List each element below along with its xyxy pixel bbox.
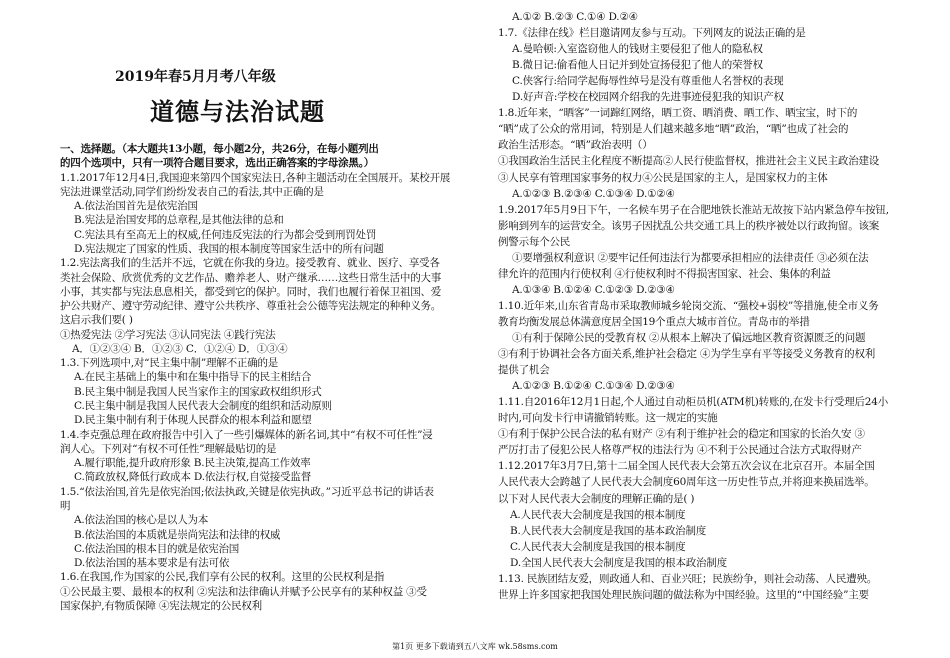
text-line: 教育均衡发展总体满意度居全国19个重点大城市首位。青岛市的举措 (498, 315, 810, 328)
text-line: A.在民主基础上的集中和在集中指导下的民主相结合 (74, 371, 312, 384)
text-line: 1.6.在我国,作为国家的公民,我们享有公民的权利。这里的公民权利是指 (60, 571, 385, 584)
text-line: ①要增强权利意识 ②要牢记任何违法行为都要承担相应的法律责任 ③必须在法 (512, 251, 869, 264)
text-line: 1.1.2017年12月4日,我国迎来第四个国家宪法日,各种主题活动在全国展开。某校开展 (60, 171, 451, 184)
text-line: D.依法治国的基本要求是有法可依 (74, 557, 230, 570)
text-line: 政治生活形态。“晒”政治表明（） (498, 139, 653, 152)
text-line: 小事，其实都与宪法息息相关，都受到它的保护。同时，我们也履行着保卫祖国、爱 (60, 285, 442, 298)
text-line: 1.3.下列选项中,对“民主集中制”理解不正确的是 (60, 357, 279, 370)
text-line: 的四个选项中，只有一项符合题目要求，选出正确答案的字母涂黑。） (60, 157, 375, 170)
text-line: 1.4.李克强总理在政府报告中引入了一些引爆媒体的新名词,其中“有权不可任性”浸 (60, 428, 433, 441)
text-line: B.微日记:偷看他人日记并到处宣扬侵犯了他人的荣誉权 (512, 59, 763, 72)
text-line: “晒”成了公众的常用词，特别是人们越来越多地“晒”政治，“晒”也成了社会的 (498, 123, 849, 136)
text-line: A.依法治国首先是依宪治国 (74, 200, 198, 213)
text-line: B.依法治国的本质就是崇尚宪法和法律的权威 (74, 528, 281, 541)
text-line: 1.10.近年来,山东省青岛市采取教师城乡轮岗交流、“强校+弱校”等措施,使全市义务 (498, 299, 879, 312)
text-line: D.民主集中制有利于体现人民群众的根本利益和愿望 (74, 414, 312, 427)
text-line: ①有利于保障公民的受教育权 ②从根本上解决了偏远地区教育资源匮乏的问题 (512, 332, 866, 344)
text-line: C.民主集中制是我国人民代表大会制度的组织和活动原则 (74, 400, 332, 413)
text-line: 世界上许多国家把我国处理民族问题的做法称为中国经验。这里的“中国经验”主要 (498, 588, 869, 601)
text-line: 1.11.自2016年12月1日起,个人通过自动柜员机(ATM机)转账的,在发卡行受理后24小 (498, 396, 889, 409)
text-line: C.依法治国的根本目的就是依宪治国 (74, 542, 240, 555)
text-line: 类社会保险、欣赏优秀的文艺作品、赡养老人、财产继承……这些日常生活中的大事 (60, 271, 442, 284)
text-line: 1.8.近年来，“晒客”一词蹿红网络，晒工资、晒消费、晒工作、晒宝宝，时下的 (498, 107, 858, 120)
text-line: C.简政放权,降低行政成本 D.依法行权,自觉接受监督 (74, 471, 311, 484)
text-line: ①公民最主要、最根本的权利 ②宪法和法律确认并赋予公民享有的某种权益 ③受 (60, 585, 427, 598)
text-line: 时内,可向发卡行申请撤销转账。这一规定的实施 (498, 412, 718, 425)
text-line: D.全国人民代表大会制度是我国的根本政治制度 (510, 556, 727, 569)
text-line: A.①③④ B.①②④ C.①②③ D.②③④ (512, 283, 675, 296)
text-line: 一、选择题。（本大题共13小题，每小题2分，共26分，在每小题列出 (60, 143, 379, 155)
text-line: C.侠客行:给同学起侮辱性绰号是没有尊重他人名誉权的表现 (512, 75, 784, 88)
text-line: ③人民享有管理国家事务的权力④公民是国家的主人，是国家权力的主体 (498, 171, 828, 184)
text-line: ①有利于保护公民合法的私有财产 ②有利于维护社会的稳定和国家的长治久安 ③ (498, 428, 865, 441)
text-line: 宪法进课堂活动,同学们纷纷发表自己的看法,其中正确的是 (60, 185, 324, 198)
text-line: 1.9.2017年5月9日下午，一名候车男子在合肥地铁长淮站无故按下站内紧急停车按钮, (498, 203, 889, 216)
text-line: A.①②③ B.②③④ C.①③④ D.①②④ (512, 187, 675, 200)
text-line: 国家保护,有物质保障 ④宪法规定的公民权利 (60, 599, 262, 612)
page-footer: 第1页 更多下载请到五八文库 wk.58sms.com (392, 642, 558, 651)
text-line: B.宪法是治国安邦的总章程,是其他法律的总和 (74, 214, 284, 227)
text-line: B.人民代表大会制度是我国的基本政治制度 (510, 524, 707, 537)
text-line: ③有利于协调社会各方面关系,维护社会稳定 ④为学生享有平等接受义务教育的权利 (498, 348, 876, 361)
text-line: ①热爱宪法 ②学习宪法 ③认同宪法 ④践行宪法 (60, 328, 276, 341)
text-line: 1.13. 民族团结友爱，则政通人和、百业兴旺；民族纷争，则社会动荡、人民遭殃。 (498, 572, 878, 585)
text-line: 这启示我们要( ) (60, 314, 133, 327)
text-line: 人民代表大会跨越了人民代表大会制度60周年这一历史性节点,并将迎来换届选举。 (498, 476, 875, 489)
text-line: 律允许的范围内行使权利 ④行使权利时不得损害国家、社会、集体的利益 (498, 267, 831, 280)
text-line: B.民主集中制是我国人民当家作主的国家政权组织形式 (74, 385, 322, 398)
text-line: ①我国政治生活民主化程度不断提高②人民行使监督权，推进社会主义民主政治建设 (498, 155, 880, 168)
text-line: 润人心。下列对“有权不可任性”理解最贴切的是 (60, 442, 277, 455)
text-line: A.①②③ B.①②④ C.①③④ D.②③④ (512, 380, 675, 393)
text-line: 提供了机会 (498, 364, 550, 377)
text-line: 1.7.《法律在线》栏目邀请网友参与互动。下列网友的说法正确的是 (498, 27, 806, 40)
text-line: A.①② B.②③ C.①④ D.②④ (512, 11, 638, 23)
text-line: A.人民代表大会制度是我国的根本制度 (510, 508, 686, 521)
text-line: C.宪法具有至高无上的权威,任何违反宪法的行为都会受到刑罚处罚 (74, 228, 377, 241)
text-line: C.人民代表大会制度是我国的根本制度 (510, 540, 686, 553)
text-line: 严厉打击了侵犯公民人格尊严权的违法行为 ④不利于公民通过合法方式取得财产 (498, 444, 862, 457)
text-line: 1.12.2017年3月7日,第十二届全国人民代表大会第五次会议在北京召开。本届全国 (498, 460, 875, 473)
text-line: 1.2.宪法离我们的生活并不远，它就在你我的身边。接受教育、就业、医疗、享受各 (60, 257, 440, 270)
text-line: A．①②③④ B．①②③ C．①②④ D．①③④ (72, 342, 288, 355)
exam-title: 道德与法治试题 (150, 97, 325, 126)
text-line: 1.5.“依法治国,首先是依宪治国;依法执政,关键是依宪执政。”习近平总书记的讲话表 (60, 485, 434, 498)
text-line: 例警示每个公民 (498, 235, 571, 248)
text-line: D.好声音:学校在校园网介绍我的先进事迹侵犯我的知识产权 (512, 91, 784, 104)
text-line: 以下对人民代表大会制度的理解正确的是( ) (498, 492, 695, 505)
text-line: A.曼哈顿:入室盗窃他人的钱财主要侵犯了他人的隐私权 (512, 43, 763, 56)
text-line: 明 (60, 500, 71, 512)
exam-subtitle: 2019年春5月月考八年级 (115, 69, 276, 85)
text-line: 影响到列车的运营安全。该男子因扰乱公共交通工具上的秩序被处以行政拘留。该案 (498, 219, 880, 232)
text-line: A.履行职能,提升政府形象 B.民主决策,提高工作效率 (74, 457, 311, 470)
text-line: D.宪法规定了国家的性质、我国的根本制度等国家生活中的所有问题 (74, 242, 384, 255)
text-line: A.依法治国的核心是以人为本 (74, 514, 209, 527)
text-line: 护公共财产、遵守劳动纪律、遵守公共秩序、尊重社会公德等宪法规定的种种义务。 (60, 300, 442, 313)
